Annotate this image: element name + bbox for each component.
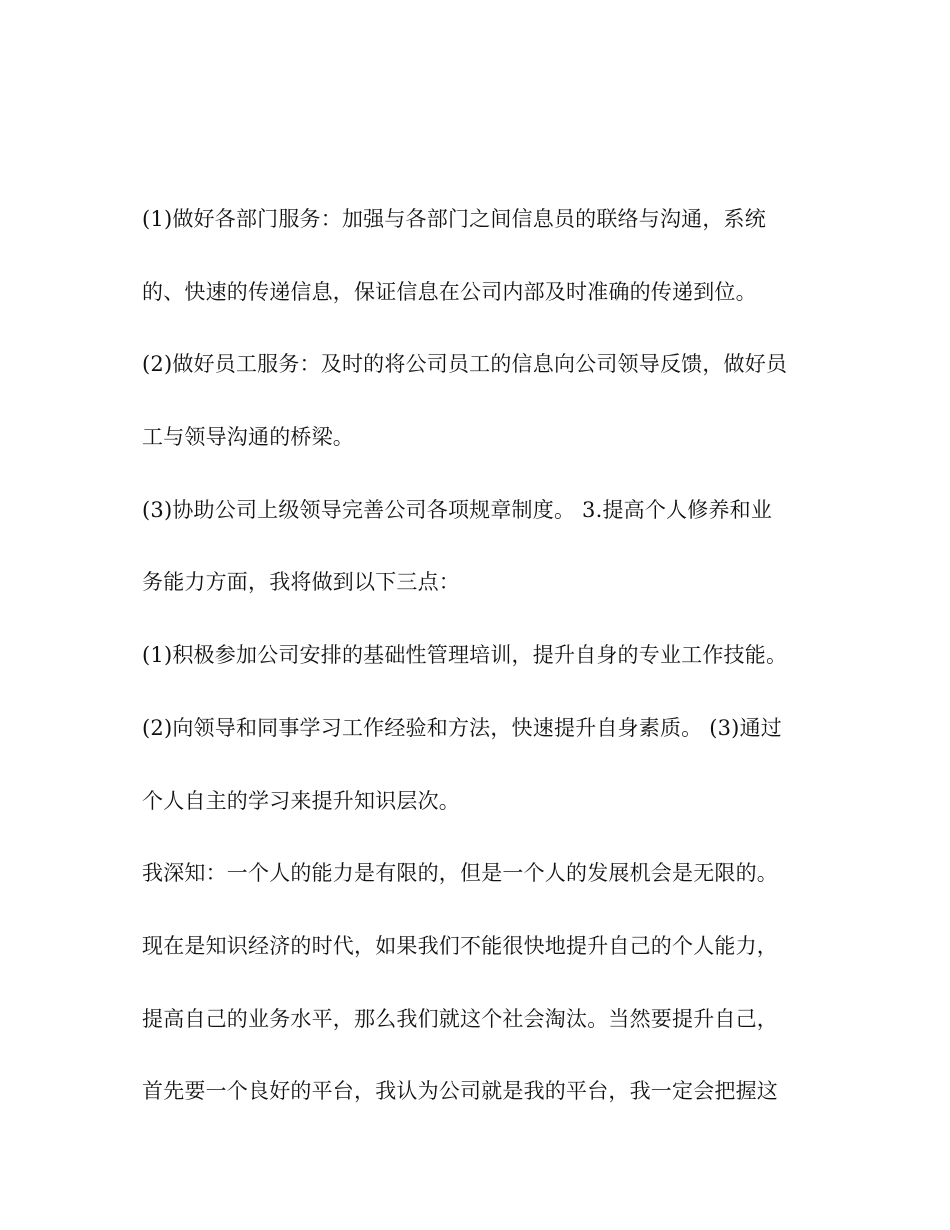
- text-line: 务能力方面，我将做到以下三点：: [142, 570, 460, 595]
- text-line: (2)做好员工服务：及时的将公司员工的信息向公司领导反馈，做好员: [142, 352, 788, 377]
- document-body: [142, 196, 842, 1141]
- text-line: 的、快速的传递信息，保证信息在公司内部及时准确的传递到位。: [142, 279, 757, 304]
- text-line: 现在是知识经济的时代，如果我们不能很快地提升自己的个人能力，: [142, 933, 778, 958]
- text-line: (1)积极参加公司安排的基础性管理培训，提升自身的专业工作技能。: [142, 643, 788, 668]
- text-line: (2)向领导和同事学习工作经验和方法，快速提升自身素质。 (3)通过: [142, 715, 782, 740]
- text-line: 提高自己的业务水平，那么我们就这个社会淘汰。当然要提升自己，: [142, 1006, 778, 1031]
- text-line: 我深知：一个人的能力是有限的，但是一个人的发展机会是无限的。: [142, 861, 778, 886]
- text-line: 个人自主的学习来提升知识层次。: [142, 788, 460, 813]
- text-line: (1)做好各部门服务：加强与各部门之间信息员的联络与沟通，系统: [142, 207, 766, 231]
- text-line: (3)协助公司上级领导完善公司各项规章制度。 3.提高个人修养和业: [142, 497, 773, 522]
- text-line: 首先要一个良好的平台，我认为公司就是我的平台，我一定会把握这: [142, 1079, 778, 1104]
- text-line: 工与领导沟通的桥梁。: [142, 425, 354, 450]
